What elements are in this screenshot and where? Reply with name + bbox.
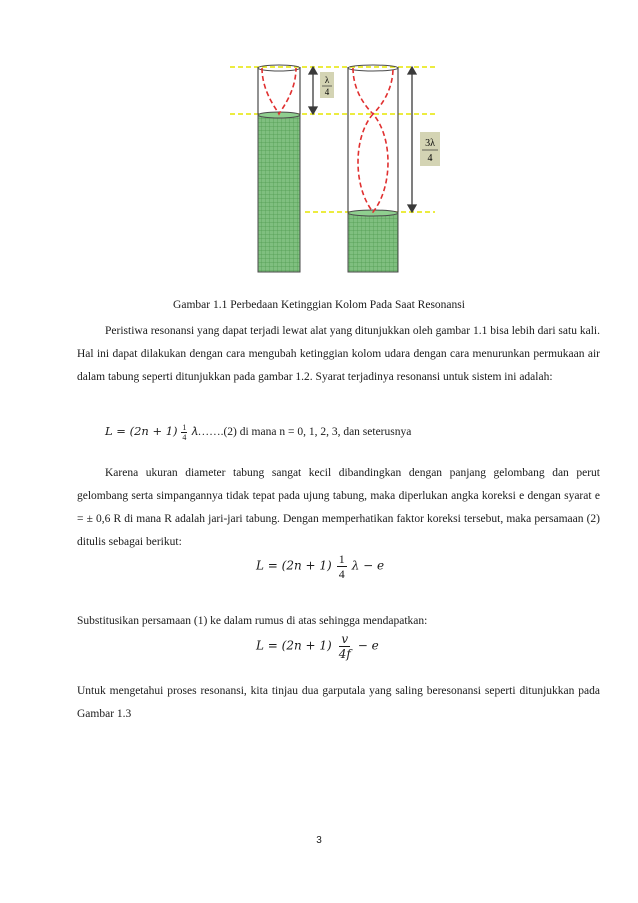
equation-1-frac-den: 4 xyxy=(182,433,187,442)
paragraph-2: Karena ukuran diameter tabung sangat kecil dibandingkan dengan panjang gelombang dan perut gelombang serta simpangannya tidak tepat pada ujung tabung, maka diperlukan angka koreksi e dengan syarat e = ± 0,6 R di mana R adalah jari-jari tabung. Dengan memperhatikan faktor koreksi tersebut, maka persamaan (2) ditulis sebagai berikut: xyxy=(77,467,600,548)
quarter-label-den: 4 xyxy=(324,87,330,97)
equation-3-fraction xyxy=(337,632,353,661)
figure-caption: Gambar 1.1 Perbedaan Ketinggian Kolom Pada Saat Resonansi xyxy=(173,299,465,311)
right-tube xyxy=(348,65,398,272)
paragraph-3: Substitusikan persamaan (1) ke dalam rumus di atas sehingga mendapatkan: xyxy=(77,615,428,627)
equation-2-frac-den: 4 xyxy=(338,567,345,581)
equation-2-frac-num: 1 xyxy=(338,552,345,566)
equation-3 xyxy=(256,632,379,661)
resonance-diagram xyxy=(225,62,445,277)
equation-1 xyxy=(105,423,411,442)
equation-2 xyxy=(256,552,384,581)
equation-2-fraction xyxy=(337,552,347,581)
equation-1-rhs: 𝜆…….(2) di mana n = 0, 1, 2, 3, dan seterusnya xyxy=(191,426,412,439)
equation-1-frac-num: 1 xyxy=(182,423,187,432)
three-quarter-label-num: 3λ xyxy=(425,138,435,149)
equation-2-lhs: 𝐿 = (2𝑛 + 1) xyxy=(256,558,332,573)
equation-1-lhs: 𝐿 = (2𝑛 + 1) xyxy=(105,424,178,439)
left-tube xyxy=(258,65,300,272)
three-quarter-wave-arrow xyxy=(408,67,416,212)
paragraph-1: Peristiwa resonansi yang dapat terjadi lewat alat yang ditunjukkan oleh gambar 1.1 bisa lebih dari satu kali. Hal ini dapat dilakukan dengan cara mengubah ketinggian kolom udara dengan cara menurunkan permukaan air dalam tabung seperti ditunjukkan pada gambar 1.2. Syarat terjadinya resonansi untuk sistem ini adalah: xyxy=(77,325,600,383)
equation-3-rhs: − 𝑒 xyxy=(357,638,379,653)
equation-3-frac-den: 4𝑓 xyxy=(338,647,351,661)
quarter-label-num: λ xyxy=(324,75,330,85)
page-number: 3 xyxy=(316,835,322,846)
three-quarter-label-den: 4 xyxy=(427,153,433,164)
equation-3-frac-num: 𝑣 xyxy=(341,632,349,646)
equation-1-fraction xyxy=(181,423,187,442)
resonance-figure xyxy=(225,62,445,277)
equation-2-rhs: 𝜆 − 𝑒 xyxy=(351,558,385,573)
equation-3-lhs: 𝐿 = (2𝑛 + 1) xyxy=(256,638,332,653)
paragraph-4: Untuk mengetahui proses resonansi, kita tinjau dua garputala yang saling beresonansi seperti ditunjukkan pada Gambar 1.3 xyxy=(77,685,600,720)
quarter-wave-arrow xyxy=(309,67,317,114)
